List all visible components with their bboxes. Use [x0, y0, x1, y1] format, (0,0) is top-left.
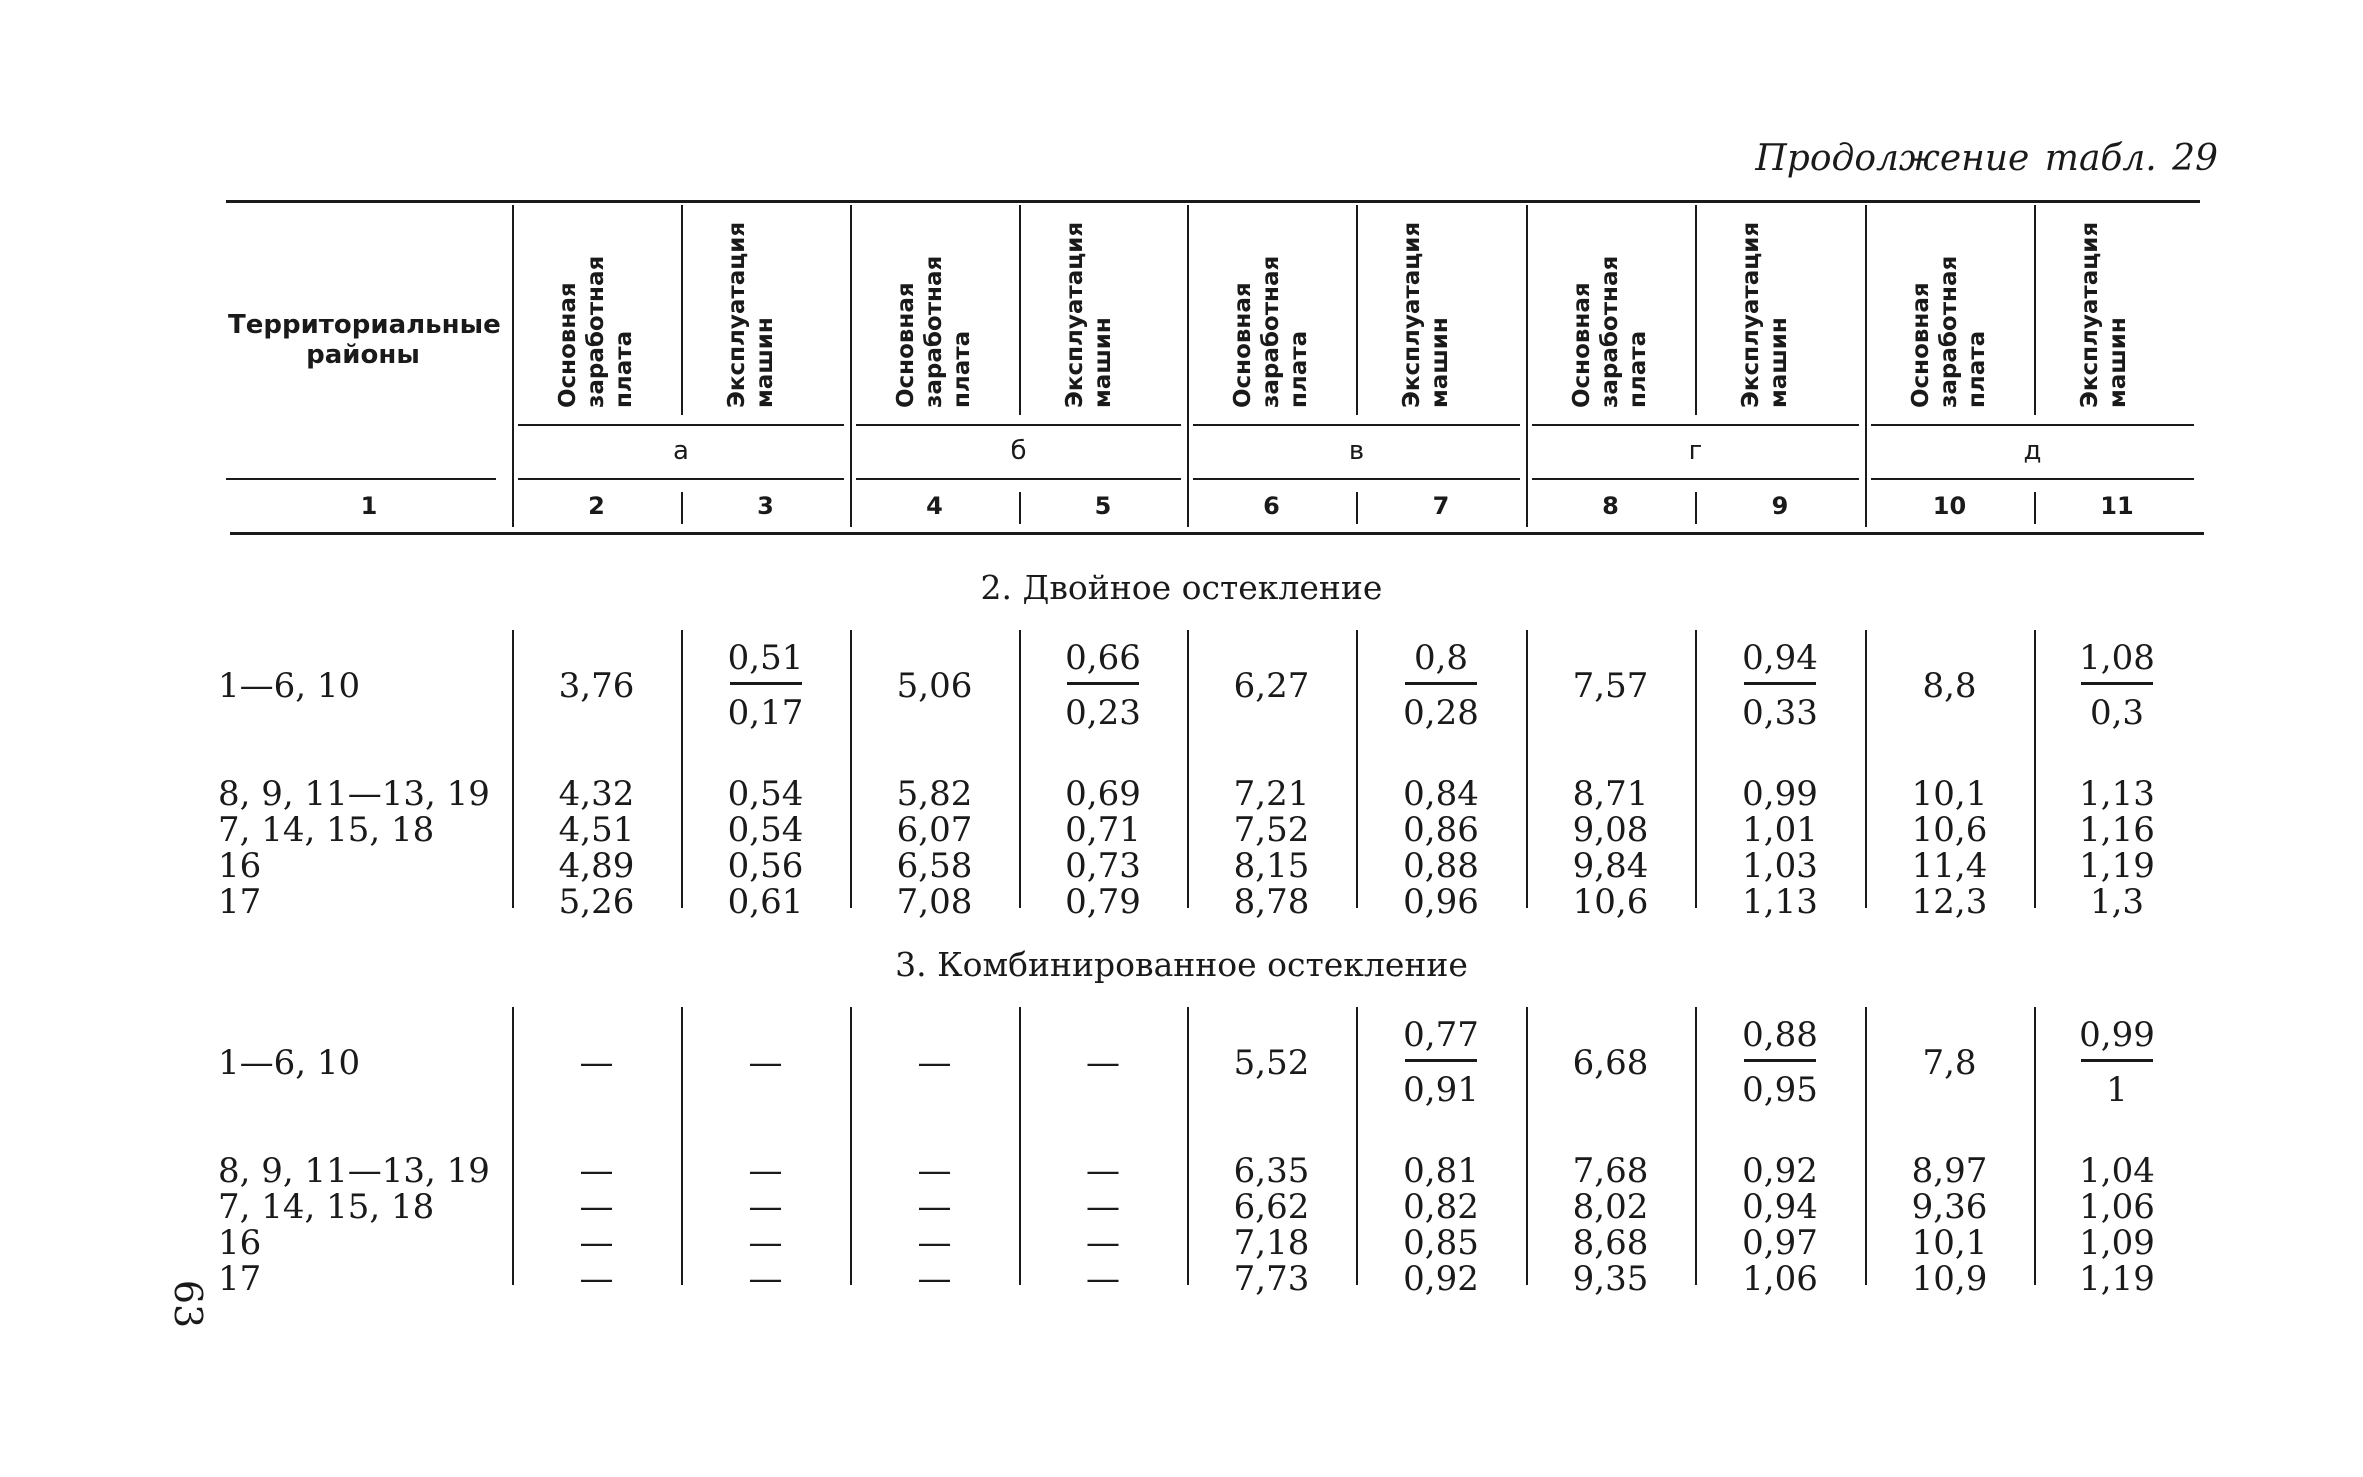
group-letter: г [1688, 436, 1703, 466]
table-cell: 0,92 [1742, 1151, 1818, 1191]
table-cell: 0,69 [1065, 774, 1141, 814]
table-cell: 1,06 [1742, 1259, 1818, 1299]
numerator: 0,51 [727, 638, 804, 678]
table-cell: 3,76 [558, 666, 635, 706]
column-label: Основная заработная плата [555, 255, 637, 408]
table-cell: — [579, 1151, 614, 1191]
table-cell: — [748, 1259, 783, 1299]
denominator: 1 [2106, 1070, 2128, 1110]
header-divider [1695, 205, 1697, 415]
table-cell: — [1086, 1223, 1120, 1263]
table-cell: — [917, 1187, 952, 1227]
table-cell: — [748, 1151, 783, 1191]
table-cell: — [917, 1223, 952, 1263]
table-cell: 5,52 [1233, 1043, 1310, 1083]
table-cell: 0,85 [1403, 1223, 1479, 1263]
table-cell: — [1086, 1259, 1120, 1299]
denominator: 0,28 [1403, 693, 1479, 733]
header-divider [1356, 492, 1358, 524]
column-divider [1865, 630, 1867, 908]
table-cell: 6,68 [1572, 1043, 1649, 1083]
column-divider [1695, 1007, 1697, 1285]
header-divider [681, 205, 683, 415]
page-number: 63 [166, 1279, 211, 1329]
table-cell: 4,32 [558, 774, 635, 814]
table-cell: 9,08 [1572, 810, 1649, 850]
column-number: 2 [588, 492, 605, 520]
row-label: 16 [218, 1223, 262, 1263]
column-divider [850, 1007, 852, 1285]
table-cell: — [579, 1223, 614, 1263]
table-cell: 7,08 [896, 882, 973, 922]
numerator: 0,66 [1065, 638, 1141, 678]
table-cell: 7,57 [1572, 666, 1649, 706]
group-rule [1193, 478, 1520, 480]
table-cell: 0,54 [727, 810, 804, 850]
column-divider [850, 630, 852, 908]
group-rule [1532, 424, 1859, 426]
table-cell: 9,35 [1572, 1259, 1649, 1299]
table-cell: 6,27 [1233, 666, 1310, 706]
table-cell: 1,16 [2079, 810, 2155, 850]
table-cell: 1,3 [2089, 882, 2145, 922]
table-cell: — [1086, 1187, 1120, 1227]
table-cell: 10,9 [1911, 1259, 1988, 1299]
column-label: Эксплуатация машин [1738, 221, 1792, 408]
table-cell: 0,96 [1403, 882, 1479, 922]
group-rule [518, 478, 844, 480]
header-divider [2034, 205, 2036, 415]
table-cell: 0,86 [1403, 810, 1479, 850]
header-divider [1695, 492, 1697, 524]
table-cell: 8,97 [1911, 1151, 1988, 1191]
table-cell: — [579, 1043, 614, 1083]
column-label: Основная заработная плата [893, 255, 975, 408]
fraction-cell [2042, 640, 2192, 731]
row-label: 1—6, 10 [218, 1043, 361, 1083]
table-cell: 7,18 [1233, 1223, 1310, 1263]
table-cell: 1,04 [2079, 1151, 2155, 1191]
table-cell: 6,58 [896, 846, 973, 886]
table-cell: 7,52 [1233, 810, 1310, 850]
row-label: 8, 9, 11—13, 19 [218, 774, 490, 814]
table-cell: — [579, 1187, 614, 1227]
table-cell: 0,84 [1403, 774, 1479, 814]
table-cell: 0,81 [1403, 1151, 1479, 1191]
header-divider [681, 492, 683, 524]
numerator: 0,77 [1403, 1015, 1479, 1055]
header-divider [1526, 205, 1528, 527]
table-cell: 0,99 [1742, 774, 1818, 814]
column-divider [1187, 630, 1189, 908]
column-divider [1019, 1007, 1021, 1285]
column-divider [2034, 1007, 2036, 1285]
row-label: 16 [218, 846, 262, 886]
column-number: 3 [757, 492, 774, 520]
header-divider [1187, 205, 1189, 527]
table-cell: 8,8 [1922, 666, 1977, 706]
group-rule [856, 478, 1181, 480]
table-cell: 1,06 [2079, 1187, 2155, 1227]
header-divider [1019, 205, 1021, 415]
table-cell: 0,97 [1742, 1223, 1818, 1263]
column-divider [681, 630, 683, 908]
column-divider [1865, 1007, 1867, 1285]
table-cell: 6,35 [1233, 1151, 1310, 1191]
column-label: Эксплуатация машин [1062, 221, 1116, 408]
table-cell: 1,01 [1742, 810, 1818, 850]
table-cell: — [1086, 1151, 1120, 1191]
row-label: 1—6, 10 [218, 666, 361, 706]
table-cell: 8,02 [1572, 1187, 1649, 1227]
table-cell: 1,09 [2079, 1223, 2155, 1263]
column-divider [1356, 1007, 1358, 1285]
table-cell: 5,06 [896, 666, 973, 706]
table-cell: — [748, 1223, 783, 1263]
column-label: Основная заработная плата [1569, 255, 1651, 408]
table-cell: — [1086, 1043, 1120, 1083]
table-cell: 0,56 [727, 846, 804, 886]
table-cell: 0,79 [1065, 882, 1141, 922]
table-cell: 5,26 [558, 882, 635, 922]
column-label: Основная заработная плата [1230, 255, 1312, 408]
header-divider [2034, 492, 2036, 524]
rule-group-top-1 [226, 478, 496, 480]
table-cell: 0,54 [727, 774, 804, 814]
column-divider [1526, 630, 1528, 908]
column-divider [1019, 630, 1021, 908]
table-cell: 12,3 [1911, 882, 1988, 922]
group-rule [1532, 478, 1859, 480]
table-cell: — [917, 1259, 952, 1299]
fraction-cell [691, 640, 841, 731]
denominator: 0,17 [727, 693, 804, 733]
table-cell: 1,19 [2079, 1259, 2155, 1299]
group-letter: б [1010, 436, 1027, 466]
fraction-cell [1366, 640, 1516, 731]
denominator: 0,3 [2089, 693, 2145, 733]
column-label: Эксплуатация машин [724, 221, 778, 408]
numerator: 0,8 [1413, 638, 1469, 678]
rule-bottom [230, 532, 2204, 535]
section-title: 3. Комбинированное остекление [895, 945, 1468, 984]
row-label: 8, 9, 11—13, 19 [218, 1151, 490, 1191]
table-cell: — [917, 1151, 952, 1191]
table-cell: 6,62 [1233, 1187, 1310, 1227]
table-cell: 0,88 [1403, 846, 1479, 886]
table-cell: 4,51 [558, 810, 635, 850]
table-cell: 0,94 [1742, 1187, 1818, 1227]
table-cell: 6,07 [896, 810, 973, 850]
column-number: 1 [360, 492, 378, 520]
group-letter: д [2023, 436, 2042, 466]
fraction-cell [1705, 1017, 1855, 1108]
fraction-cell [1028, 640, 1178, 731]
group-rule [1193, 424, 1520, 426]
numerator: 0,94 [1742, 638, 1818, 678]
table-cell: 0,71 [1065, 810, 1141, 850]
table-cell: 7,8 [1922, 1043, 1977, 1083]
fraction-cell [1366, 1017, 1516, 1108]
table-cell: — [579, 1259, 614, 1299]
numerator: 0,88 [1742, 1015, 1818, 1055]
column-number: 11 [2100, 492, 2134, 520]
table-cell: 4,89 [558, 846, 635, 886]
row-label: 7, 14, 15, 18 [218, 1187, 435, 1227]
table-cell: 1,13 [1742, 882, 1818, 922]
column-number: 7 [1432, 492, 1450, 520]
table-cell: 11,4 [1911, 846, 1988, 886]
table-cell: — [748, 1187, 783, 1227]
table-cell: 9,84 [1572, 846, 1649, 886]
column-divider [2034, 630, 2036, 908]
column-number: 8 [1602, 492, 1619, 520]
table-cell: 0,73 [1065, 846, 1141, 886]
table-cell: 10,6 [1572, 882, 1649, 922]
table-cell: 7,21 [1233, 774, 1310, 814]
column-divider [1695, 630, 1697, 908]
territory-header: Территориальные районы [228, 310, 501, 370]
denominator: 0,91 [1403, 1070, 1479, 1110]
denominator: 0,23 [1065, 693, 1141, 733]
table-cell: 0,61 [727, 882, 804, 922]
column-label: Эксплуатация машин [2077, 221, 2131, 408]
header-divider [1865, 205, 1867, 527]
rule-top [226, 200, 2200, 203]
fraction-cell [2042, 1017, 2192, 1108]
group-rule [1871, 424, 2194, 426]
group-rule [1871, 478, 2194, 480]
row-label: 17 [218, 882, 262, 922]
column-number: 6 [1263, 492, 1280, 520]
row-label: 17 [218, 1259, 262, 1299]
table-cell: 9,36 [1911, 1187, 1988, 1227]
numerator: 0,99 [2079, 1015, 2155, 1055]
column-divider [681, 1007, 683, 1285]
fraction-cell [1705, 640, 1855, 731]
column-divider [1187, 1007, 1189, 1285]
table-cell: 10,6 [1911, 810, 1988, 850]
denominator: 0,33 [1742, 693, 1818, 733]
column-number: 5 [1094, 492, 1112, 520]
table-header [0, 0, 2363, 560]
section-title: 2. Двойное остекление [980, 568, 1383, 607]
group-rule [856, 424, 1181, 426]
table-caption: Продолжение табл. 29 [1755, 138, 2218, 179]
row-label: 7, 14, 15, 18 [218, 810, 435, 850]
column-divider [1526, 1007, 1528, 1285]
table-cell: 10,1 [1911, 1223, 1988, 1263]
header-divider [1019, 492, 1021, 524]
group-letter: в [1348, 436, 1365, 466]
column-number: 9 [1771, 492, 1789, 520]
table-cell: 5,82 [896, 774, 973, 814]
column-label: Основная заработная плата [1908, 255, 1990, 408]
header-divider [1356, 205, 1358, 415]
table-cell: 7,68 [1572, 1151, 1649, 1191]
table-cell: 8,71 [1572, 774, 1649, 814]
column-number: 4 [926, 492, 943, 520]
table-cell: 0,92 [1403, 1259, 1479, 1299]
table-cell: 1,03 [1742, 846, 1818, 886]
table-cell: — [748, 1043, 783, 1083]
table-cell: 8,78 [1233, 882, 1310, 922]
denominator: 0,95 [1742, 1070, 1818, 1110]
table-cell: 8,68 [1572, 1223, 1649, 1263]
column-label: Эксплуатация машин [1399, 221, 1453, 408]
header-divider [512, 205, 514, 527]
group-letter: а [673, 436, 689, 466]
table-cell: 10,1 [1911, 774, 1988, 814]
table-cell: 1,19 [2079, 846, 2155, 886]
table-cell: 8,15 [1233, 846, 1310, 886]
table-cell: 7,73 [1233, 1259, 1310, 1299]
table-cell: 0,82 [1403, 1187, 1479, 1227]
column-number: 10 [1932, 492, 1967, 520]
table-cell: — [917, 1043, 952, 1083]
group-rule [518, 424, 844, 426]
header-divider [850, 205, 852, 527]
table-cell: 1,13 [2079, 774, 2155, 814]
column-divider [1356, 630, 1358, 908]
numerator: 1,08 [2079, 638, 2155, 678]
